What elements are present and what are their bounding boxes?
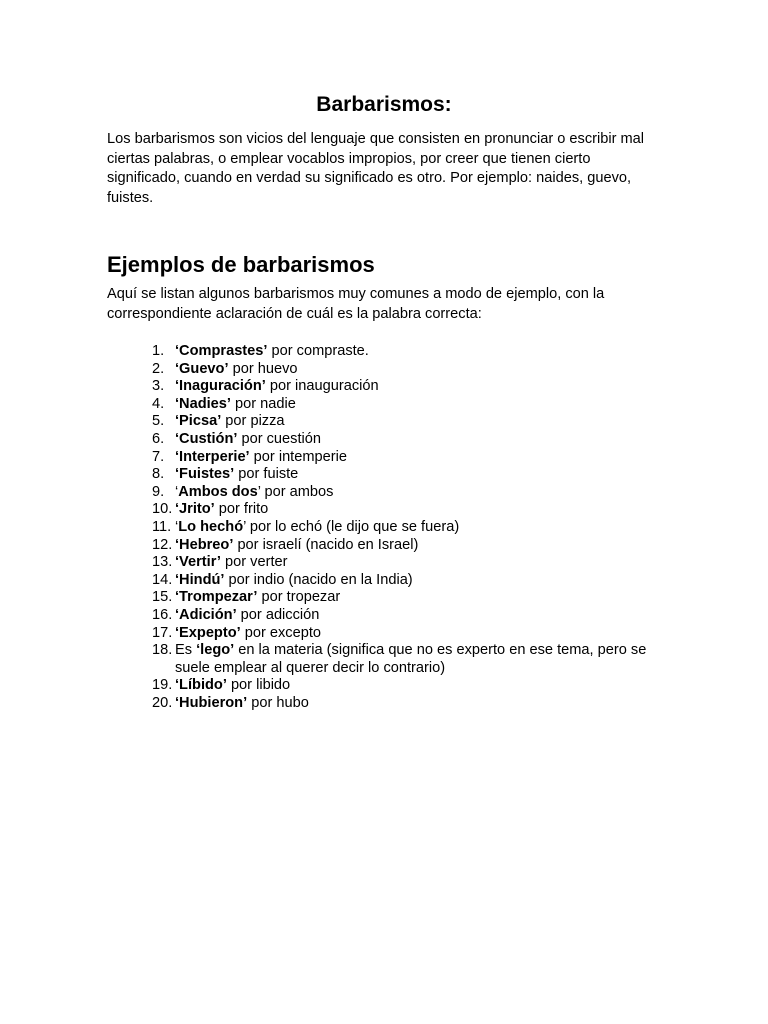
list-number: 16.	[152, 606, 173, 623]
correction-text: ’ por lo echó (le dijo que se fuera)	[243, 518, 460, 535]
barbarism-word: ‘Hindú’	[175, 571, 225, 588]
list-item	[152, 343, 672, 361]
examples-list	[152, 343, 672, 712]
section-lead-paragraph: Aquí se listan algunos barbarismos muy comunes a modo de ejemplo, con la correspondiente aclaración de cuál es la palabra correcta:	[107, 286, 605, 322]
correction-text: por pizza	[221, 413, 285, 430]
correction-text: por indio (nacido en la India)	[224, 571, 413, 588]
correction-text: por compraste.	[267, 343, 369, 359]
barbarism-word: ‘Trompezar’	[175, 589, 258, 606]
correction-text: por verter	[220, 554, 288, 571]
barbarism-word: Lo hechó	[178, 518, 244, 535]
list-number: 1.	[152, 343, 165, 359]
barbarism-word: Ambos dos	[178, 483, 258, 500]
barbarism-word: ‘lego’	[196, 642, 235, 659]
correction-text: por cuestión	[237, 430, 321, 447]
list-item	[152, 572, 672, 590]
barbarism-word: ‘Picsa’	[175, 413, 222, 430]
list-number: 13.	[152, 554, 173, 571]
barbarism-word: ‘Custión’	[175, 430, 238, 447]
correction-text: por fuiste	[234, 466, 299, 483]
list-number: 15.	[152, 589, 173, 606]
correction-text: por huevo	[228, 360, 298, 377]
barbarism-word: ‘Inaguración’	[175, 378, 266, 395]
barbarism-word: ‘Hubieron’	[175, 694, 248, 711]
list-item	[152, 501, 672, 519]
list-number: 10.	[152, 501, 173, 518]
list-prefix: Es	[175, 642, 197, 659]
list-item	[152, 413, 672, 431]
barbarism-word: ‘Interperie’	[175, 448, 250, 465]
barbarism-word: ‘Guevo’	[175, 360, 229, 377]
list-item	[152, 677, 672, 695]
list-number: 5.	[152, 413, 165, 430]
list-item	[152, 378, 672, 396]
list-number: 6.	[152, 430, 165, 447]
correction-text: por adicción	[236, 606, 320, 623]
list-number: 3.	[152, 378, 165, 395]
list-item	[152, 554, 672, 572]
list-number: 7.	[152, 448, 165, 465]
list-number: 19.	[152, 677, 173, 694]
correction-text: por libido	[226, 677, 291, 694]
barbarism-word: ‘Comprastes’	[175, 343, 268, 359]
correction-text: por hubo	[247, 694, 309, 711]
list-prefix: ‘	[175, 483, 179, 500]
list-number: 11.	[152, 518, 172, 535]
list-item	[152, 642, 672, 677]
list-item	[152, 466, 672, 484]
list-item	[152, 607, 672, 625]
intro-paragraph: Los barbarismos son vicios del lenguaje que consisten en pronunciar o escribir mal ciertas palabras, o emplear vocablos impropios, por creer que tienen cierto significado, cuando en verdad su significado es otro. Por ejemplo: naides, guevo, fuistes.	[107, 131, 645, 206]
list-number: 8.	[152, 466, 165, 483]
barbarism-word: ‘Expepto’	[175, 624, 241, 641]
correction-text: ’ por ambos	[257, 483, 334, 500]
list-item	[152, 431, 672, 449]
correction-text: por intemperie	[249, 448, 347, 465]
list-number: 4.	[152, 395, 165, 412]
list-number: 14.	[152, 571, 173, 588]
barbarism-word: ‘Adición’	[175, 606, 237, 623]
list-item	[152, 396, 672, 414]
barbarism-word: ‘Hebreo’	[175, 536, 234, 553]
barbarism-word: ‘Fuistes’	[175, 466, 235, 483]
list-item	[152, 361, 672, 379]
list-item	[152, 695, 672, 713]
page-title: Barbarismos:	[316, 93, 452, 116]
barbarism-word: ‘Jrito’	[175, 501, 215, 518]
correction-text: por excepto	[240, 624, 322, 641]
barbarism-word: ‘Nadies’	[175, 395, 231, 412]
correction-text: por tropezar	[257, 589, 341, 606]
correction-text: por israelí (nacido en Israel)	[233, 536, 419, 553]
list-number: 17.	[152, 624, 173, 641]
correction-text: por inauguración	[265, 378, 379, 395]
barbarism-word: ‘Líbido’	[175, 677, 227, 694]
list-number: 20.	[152, 694, 173, 711]
section-heading: Ejemplos de barbarismos	[107, 252, 375, 277]
list-item	[152, 625, 672, 643]
list-item	[152, 484, 672, 502]
list-number: 9.	[152, 483, 165, 500]
list-prefix: ‘	[175, 518, 179, 535]
list-number: 18.	[152, 642, 173, 659]
barbarism-word: ‘Vertir’	[175, 554, 221, 571]
list-item	[152, 589, 672, 607]
list-number: 2.	[152, 360, 165, 377]
list-item	[152, 537, 672, 555]
correction-text: por nadie	[230, 395, 296, 412]
correction-text: por frito	[214, 501, 269, 518]
correction-text: en la materia (significa que no es experto en ese tema, pero se suele emplear al querer decir lo contrario)	[175, 642, 647, 676]
list-item	[152, 449, 672, 467]
list-number: 12.	[152, 536, 173, 553]
list-item	[152, 519, 672, 537]
